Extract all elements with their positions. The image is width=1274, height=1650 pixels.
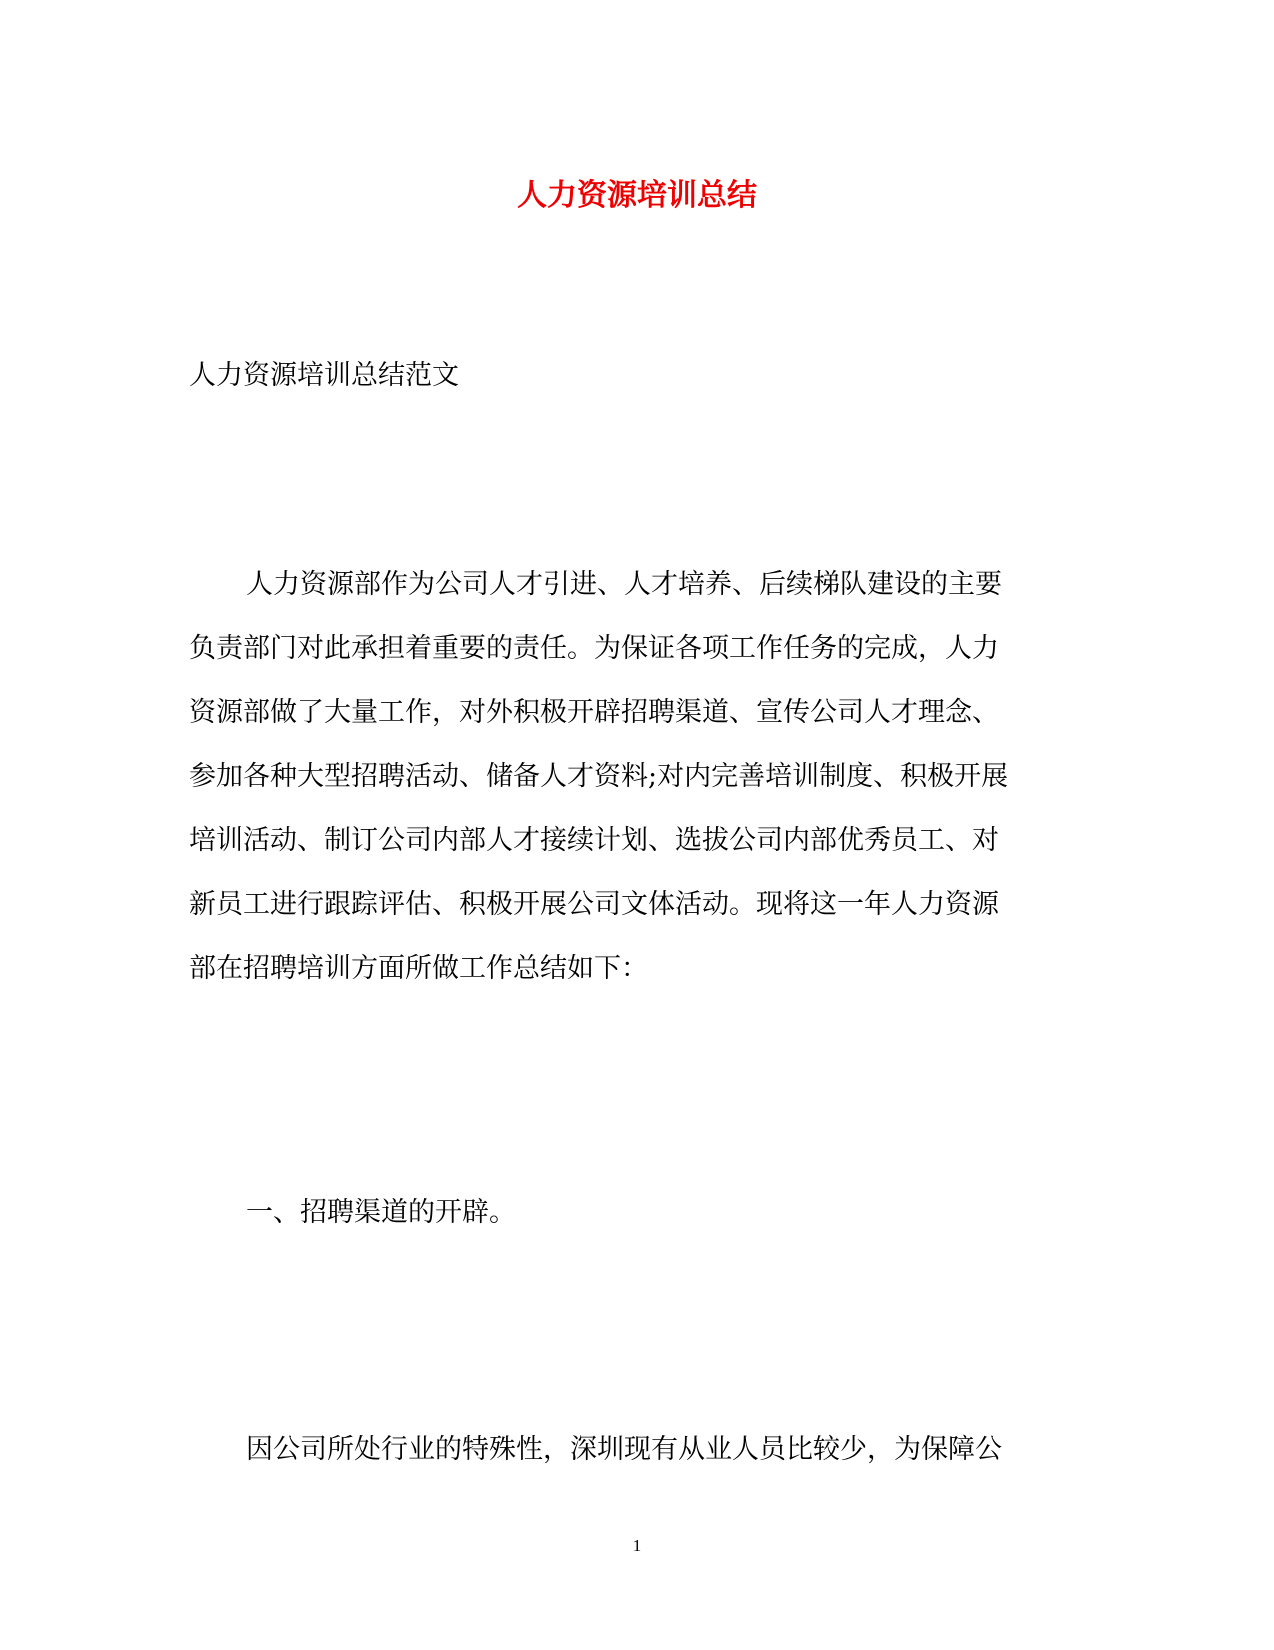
document-subtitle: 人力资源培训总结范文 bbox=[189, 360, 459, 391]
paragraph-line: 新员工进行跟踪评估、积极开展公司文体活动。现将这一年人力资源 bbox=[189, 889, 999, 920]
intro-paragraph bbox=[189, 553, 1079, 1001]
paragraph-line: 资源部做了大量工作，对外积极开辟招聘渠道、宣传公司人才理念、 bbox=[189, 697, 999, 728]
document-title: 人力资源培训总结 bbox=[517, 178, 757, 213]
paragraph-line: 部在招聘培训方面所做工作总结如下： bbox=[189, 953, 648, 984]
paragraph-line: 人力资源部作为公司人才引进、人才培养、后续梯队建设的主要 bbox=[246, 569, 1002, 600]
paragraph-line: 参加各种大型招聘活动、储备人才资料;对内完善培训制度、积极开展 bbox=[189, 761, 1009, 792]
page-number: 1 bbox=[632, 1536, 642, 1555]
paragraph-line: 培训活动、制订公司内部人才接续计划、选拔公司内部优秀员工、对 bbox=[189, 825, 999, 856]
section-heading: 一、招聘渠道的开辟。 bbox=[246, 1197, 516, 1228]
section-paragraph: 因公司所处行业的特殊性，深圳现有从业人员比较少，为保障公 bbox=[246, 1434, 1002, 1465]
paragraph-line: 负责部门对此承担着重要的责任。为保证各项工作任务的完成，人力 bbox=[189, 633, 999, 664]
